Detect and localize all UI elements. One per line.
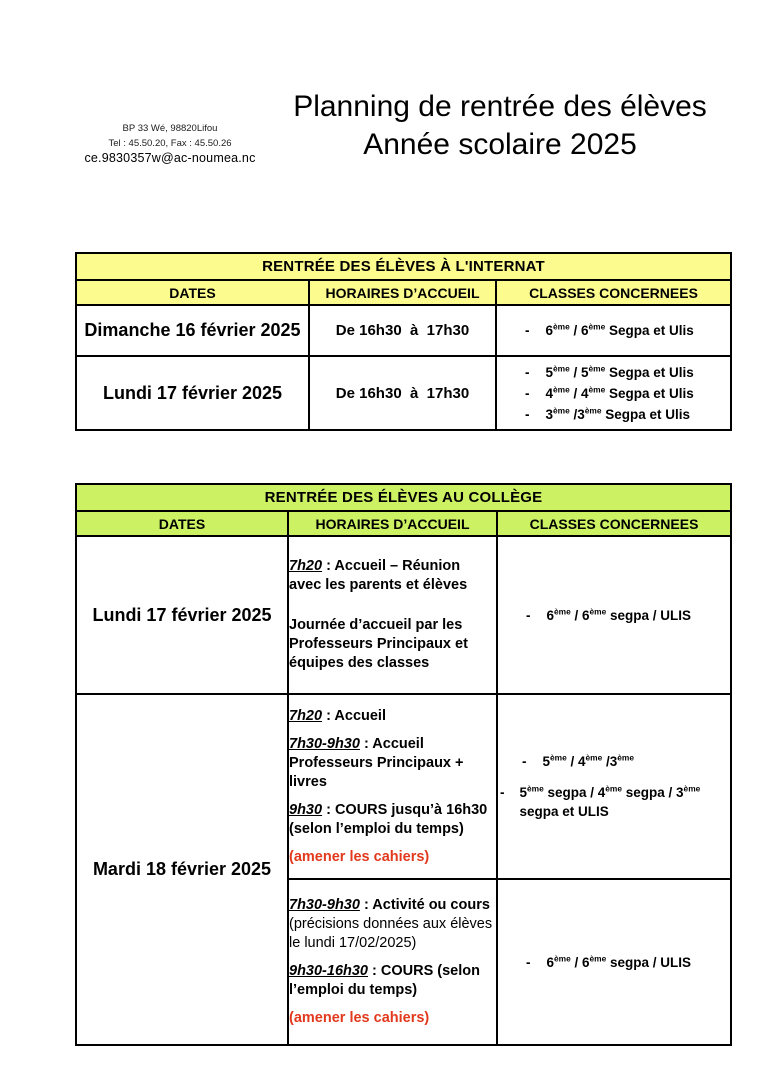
horaire-cell [288, 879, 497, 1045]
internat-title-row [76, 253, 731, 280]
class-item [526, 606, 730, 625]
contact-block [72, 121, 268, 166]
class-item-label: 5ème / 5ème Segpa et Ulis [545, 363, 694, 380]
internat-header-row [76, 280, 731, 305]
college-table-title: RENTRÉE DES ÉLÈVES AU COLLÈGE [76, 484, 731, 511]
class-item-label: 6ème / 6ème segpa / ULIS [546, 953, 692, 970]
classes-cell [496, 356, 731, 430]
class-item [525, 363, 730, 382]
horaire-paragraph: 7h30-9h30 : Accueil Professeurs Principaux + livres [289, 735, 464, 790]
table-row-mardi-matin [76, 694, 731, 879]
class-item-label: 4ème / 4ème Segpa et Ulis [545, 384, 694, 401]
horaire-paragraph: 7h20 : Accueil [289, 707, 386, 724]
class-item-label: 3ème /3ème Segpa et Ulis [545, 405, 691, 422]
horaire-cell [288, 694, 497, 879]
contact-phone-fax: Tel : 45.50.20, Fax : 45.50.26 [108, 138, 232, 149]
bullet-dash: - [525, 385, 530, 401]
horaire-cell: De 16h30 à 17h30 [309, 356, 496, 430]
date-cell: Lundi 17 février 2025 [76, 356, 309, 430]
date-cell: Dimanche 16 février 2025 [76, 305, 309, 356]
contact-email: ce.9830357w@ac-noumea.nc [84, 151, 256, 165]
internat-col-header-horaires: HORAIRES D’ACCUEIL [309, 280, 496, 305]
college-col-header-horaires: HORAIRES D’ACCUEIL [288, 511, 497, 536]
bullet-dash: - [525, 364, 530, 380]
class-item [500, 783, 730, 821]
classes-cell [496, 305, 731, 356]
college-col-header-dates: DATES [76, 511, 288, 536]
horaire-cell [288, 536, 497, 694]
class-item [525, 321, 730, 340]
classes-cell [497, 536, 731, 694]
horaire-warning: (amener les cahiers) [289, 848, 430, 865]
page-title-line1: Planning de rentrée des élèves [293, 90, 707, 123]
bullet-dash: - [525, 406, 530, 422]
class-item-label: 6ème / 6ème segpa / ULIS [546, 606, 692, 623]
class-item [525, 405, 730, 424]
contact-address: BP 33 Wé, 98820Lifou [122, 123, 218, 134]
classes-cell [497, 879, 731, 1045]
bullet-dash: - [522, 754, 527, 769]
horaire-paragraph: 9h30-16h30 : COURS (selon l’emploi du temps) [289, 963, 480, 998]
class-item-label: 6ème / 6ème Segpa et Ulis [545, 321, 694, 338]
class-item-label: 5ème / 4ème /3ème [542, 752, 634, 769]
college-col-header-classes: CLASSES CONCERNEES [497, 511, 731, 536]
bullet-dash: - [526, 954, 531, 970]
page-title [268, 88, 732, 164]
date-cell: Mardi 18 février 2025 [76, 694, 288, 1045]
horaire-warning: (amener les cahiers) [289, 1010, 430, 1026]
horaire-paragraph: Journée d’accueil par les Professeurs Principaux et équipes des classes [289, 617, 468, 671]
college-header-row [76, 511, 731, 536]
college-title-row [76, 484, 731, 511]
classes-cell [497, 694, 731, 879]
class-item [525, 384, 730, 403]
horaire-paragraph: 7h30-9h30 : Activité ou cours (précisions données aux élèves le lundi 17/02/2025) [289, 897, 493, 951]
horaire-paragraph: 7h20 : Accueil – Réunion avec les parents et élèves [289, 558, 468, 593]
bullet-dash: - [526, 607, 531, 623]
table-row-dimanche [76, 305, 731, 356]
internat-table-title: RENTRÉE DES ÉLÈVES À L'INTERNAT [76, 253, 731, 280]
date-cell: Lundi 17 février 2025 [76, 536, 288, 694]
internat-col-header-dates: DATES [76, 280, 309, 305]
bullet-dash: - [525, 323, 530, 338]
page-title-line2: Année scolaire 2025 [363, 128, 637, 161]
class-item [526, 953, 730, 972]
bullet-dash: - [500, 785, 505, 800]
class-item [522, 752, 730, 771]
table-row-lundi-internat [76, 356, 731, 430]
horaire-cell: De 16h30 à 17h30 [309, 305, 496, 356]
horaire-paragraph: 9h30 : COURS jusqu’à 16h30 (selon l’emploi du temps) [289, 801, 488, 837]
internat-col-header-classes: CLASSES CONCERNEES [496, 280, 731, 305]
class-item-label: 5ème segpa / 4ème segpa / 3ème segpa et ULIS [519, 783, 701, 819]
table-row-lundi-college [76, 536, 731, 694]
internat-table [75, 252, 732, 431]
college-table [75, 483, 732, 1046]
